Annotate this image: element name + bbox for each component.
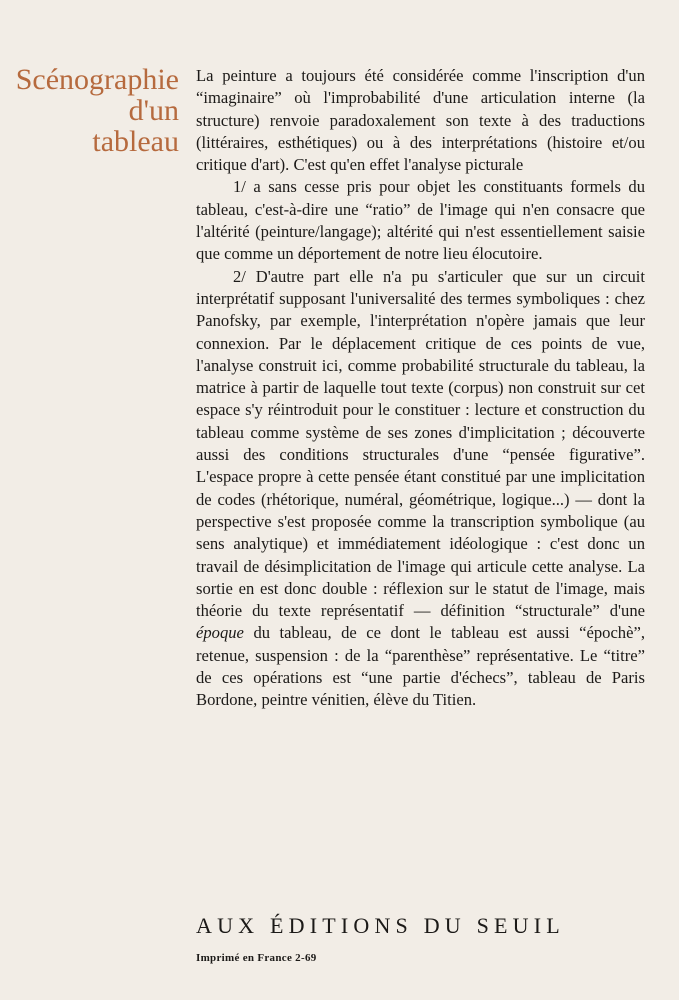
book-title bbox=[0, 64, 179, 157]
paragraph-point-1: 1/ a sans cesse pris pour objet les constituants formels du tableau, c'est-à-dire une “ratio” de l'image qui n'en consacre que l'altérité (peinture/langage); altérité qui n'est essentiellement saisie que comme un déportement de notre lieu élocutoire. bbox=[196, 177, 645, 264]
imprint-line: Imprimé en France 2-69 bbox=[196, 952, 317, 964]
paragraph-intro: La peinture a toujours été considérée comme l'inscription d'un “imaginaire” où l'improbabilité d'une articulation interne (la structure) renvoie paradoxalement son texte à des traductions (littéraires, esthétiques) ou à des interprétations (histoire et/ou critique d'art). C'est qu'en effet l'analyse picturale bbox=[196, 66, 645, 175]
paragraph-point-2 bbox=[196, 266, 645, 712]
publisher-name: AUX ÉDITIONS DU SEUIL bbox=[196, 913, 565, 938]
blurb-text bbox=[196, 65, 645, 712]
title-line-1: Scénographie bbox=[15, 63, 179, 96]
title-line-2: d'un bbox=[128, 94, 179, 127]
emphasis-epoque: époque bbox=[196, 623, 244, 643]
title-line-3: tableau bbox=[92, 125, 179, 158]
paragraph-point-2-part-a: 2/ D'autre part elle n'a pu s'articuler que sur un circuit interprétatif supposant l'universalité des termes symboliques : chez Panofsky, par exemple, l'interprétation n'opère jamais que leur connexion. Par le déplacement critique de ces points de vue, l'analyse construit ici, comme probabilité structurale du tableau, la matrice à partir de laquelle tout texte (corpus) non construit sur cet espace s'y réintroduit pour le constituer : lecture et construction du tableau comme système de ses zones d'implicitation ; découverte aussi des conditions structurales d'une “pensée figurative”. L'espace propre à cette pensée étant constitué par une implicitation de codes (rhétorique, numéral, géométrique, logique...) — dont la perspective s'est proposée comme la transcription symbolique (au sens analytique) et immédiatement idéologique : c'est donc un travail de désimplicitation de l'image qui articule cette analyse. La sortie en est donc double : réflexion sur le statut de l'image, mais théorie du texte représentatif — définition “structurale” d'une bbox=[196, 266, 645, 621]
paragraph-point-2-part-b: du tableau, de ce dont le tableau est aussi “épochè”, retenue, suspension : de la “parenthèse” représentative. Le “titre” de ces opérations est “une partie d'échecs”, tableau de Paris Bordone, peintre vénitien, élève du Titien. bbox=[196, 623, 645, 710]
